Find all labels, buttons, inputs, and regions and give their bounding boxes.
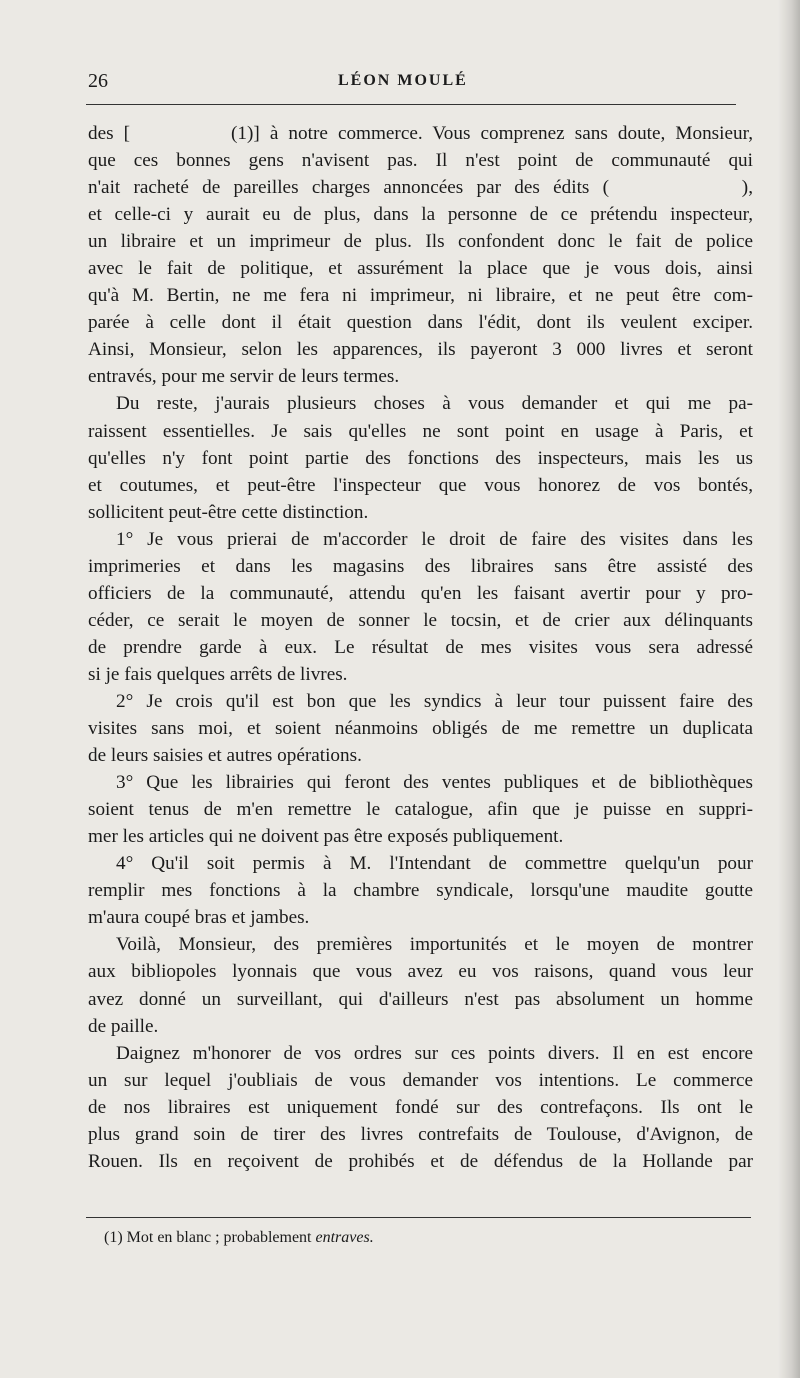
text-line: Voilà, Monsieur, des premières importunités et le moyen de montrer (116, 934, 753, 956)
footnote-text: (1) Mot en blanc ; probablement (104, 1229, 316, 1246)
text-line: sollicitent peut-être cette distinction. (88, 501, 369, 523)
text-line: raissent essentielles. Je sais qu'elles ne sont point en usage à Paris, et (88, 420, 753, 442)
text-line: un sur lequel j'oubliais de vous demander vos intentions. Le commerce (88, 1069, 753, 1091)
text-line: visites sans moi, et soient néanmoins obligés de me remettre un duplicata (88, 718, 753, 740)
text-line: et coutumes, et peut-être l'inspecteur que vous honorez de vos bontés, (88, 474, 753, 496)
text-line: un libraire et un imprimeur de plus. Ils confondent donc le fait de police (88, 231, 753, 253)
text-line: si je fais quelques arrêts de livres. (88, 663, 348, 685)
text-line: aux bibliopoles lyonnais que vous avez eu vos raisons, quand vous leur (88, 961, 753, 983)
text-line: céder, ce serait le moyen de sonner le tocsin, et de crier aux délinquants (88, 609, 753, 631)
text-line: qu'à M. Bertin, ne me fera ni imprimeur, ni libraire, et ne peut être com- (88, 285, 753, 307)
text-line: Du reste, j'aurais plusieurs choses à vous demander et qui me pa- (116, 393, 753, 415)
header-rule (86, 104, 736, 105)
text-line: 3° Que les librairies qui feront des ventes publiques et de bibliothèques (116, 772, 753, 794)
text-line: des [ (1)] à notre commerce. Vous comprenez sans doute, Monsieur, (88, 123, 753, 144)
text-line: avec le fait de politique, et assurément la place que je vous dois, ainsi (88, 258, 753, 280)
text-line: et celle-ci y aurait eu de plus, dans la personne de ce prétendu inspecteur, (88, 204, 753, 226)
text-line: de leurs saisies et autres opérations. (88, 745, 362, 767)
text-line: Daignez m'honorer de vos ordres sur ces points divers. Il en est encore (116, 1042, 753, 1064)
page-header (88, 62, 750, 102)
text-line: parée à celle dont il était question dans l'édit, dont ils veulent exciper. (88, 312, 753, 334)
text-line: 4° Qu'il soit permis à M. l'Intendant de commettre quelqu'un pour (116, 853, 753, 875)
page-number: 26 (88, 70, 108, 92)
text-line: n'ait racheté de pareilles charges annoncées par des édits ( ), (88, 177, 753, 199)
body-text (88, 120, 753, 1175)
footnote (104, 1227, 374, 1249)
text-line: de nos libraires est uniquement fondé sur des contrefaçons. Ils ont le (88, 1096, 753, 1118)
text-line: que ces bonnes gens n'avisent pas. Il n'est point de communauté qui (88, 150, 753, 172)
text-line: mer les articles qui ne doivent pas être exposés publiquement. (88, 826, 564, 848)
page-edge-shadow (778, 0, 800, 1378)
text-line: remplir mes fonctions à la chambre syndicale, lorsqu'une maudite goutte (88, 880, 753, 902)
text-line: plus grand soin de tirer des livres contrefaits de Toulouse, d'Avignon, de (88, 1123, 753, 1145)
text-line: Rouen. Ils en reçoivent de prohibés et de défendus de la Hollande par (88, 1150, 753, 1172)
text-line: entravés, pour me servir de leurs termes. (88, 366, 400, 388)
running-head: LÉON MOULÉ (338, 72, 468, 89)
text-line: de paille. (88, 1015, 159, 1037)
text-line: officiers de la communauté, attendu qu'en les faisant avertir pour y pro- (88, 582, 753, 604)
text-line: avez donné un surveillant, qui d'ailleurs n'est pas absolument un homme (88, 988, 753, 1010)
text-line: 2° Je crois qu'il est bon que les syndics à leur tour puissent faire des (116, 690, 753, 712)
text-line: Ainsi, Monsieur, selon les apparences, ils payeront 3 000 livres et seront (88, 339, 753, 361)
text-line: 1° Je vous prierai de m'accorder le droit de faire des visites dans les (116, 528, 753, 550)
text-line: qu'elles n'y font point partie des fonctions des inspecteurs, mais les us (88, 447, 753, 469)
text-line: imprimeries et dans les magasins des libraires sans être assisté des (88, 555, 753, 577)
text-line: soient tenus de m'en remettre le catalogue, afin que je puisse en suppri- (88, 799, 753, 821)
text-line: m'aura coupé bras et jambes. (88, 907, 310, 929)
text-line: de prendre garde à eux. Le résultat de mes visites vous sera adressé (88, 636, 753, 658)
footnote-emphasis: entraves. (315, 1229, 374, 1246)
footnote-rule (86, 1217, 751, 1218)
